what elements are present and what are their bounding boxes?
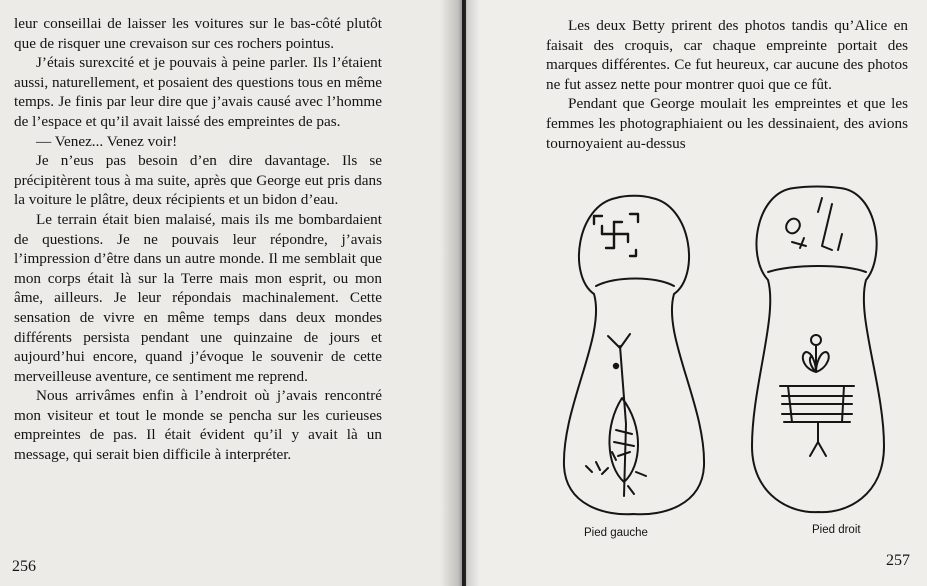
paragraph: Le terrain était bien malaisé, mais ils me bombardaient de questions. Je ne pouvais leur répondre, j’avais l’impression d’être dans un autre monde. Il me semblait que mon corps était là sur la Terre mais mon esprit, ou mon âme, ailleurs. Je leur répondais machinalement. Cette sensation de vivre en même temps dans deux mondes différents persista pendant une quinzaine de jours et aujourd’hui encore, quand j’évoque le souvenir de cette merveilleuse aventure, ce sentiment me reprend.	[14, 210, 382, 385]
right-footprint-drawing	[752, 187, 884, 513]
paragraph: leur conseillai de laisser les voitures sur le bas-côté plutôt que de risquer une crevaison sur ces rochers pointus.	[14, 15, 382, 52]
left-footprint-drawing	[564, 196, 704, 514]
right-foot-outline	[752, 187, 884, 513]
paragraph: Les deux Betty prirent des photos tandis qu’Alice en faisait des croquis, car chaque empreinte portait des marques différentes. Ce fut heureux, car aucune des photos ne fut assez nette pour montrer quoi que ce fût.	[546, 17, 908, 93]
left-foot-leaf-marks	[612, 430, 634, 460]
right-foot-symbols	[786, 198, 842, 250]
right-page	[466, 0, 927, 586]
right-foot-band	[780, 386, 854, 422]
caption-left-foot: Pied gauche	[584, 527, 648, 539]
paragraph: Pendant que George moulait les empreintes et que les femmes les photographiaient ou les dessinaient, des avions tournoyaient au-dessus	[546, 95, 908, 152]
paragraph: Je n’eus pas besoin d’en dire davantage. Ils se précipitèrent tous à ma suite, après que George eut pris dans la voiture le plâtre, deux récipients et un bidon d’eau.	[14, 152, 382, 209]
right-foot-flower	[803, 346, 829, 372]
paragraph: Nous arrivâmes enfin à l’endroit où j’avais rencontré mon visiteur et tout le monde se pencha sur les curieuses empreintes de pas. Il était évident qu’il y avait là un message, qui serait bien difficile à interpréter.	[14, 387, 382, 464]
left-foot-diagonal	[608, 334, 630, 348]
page-number-right: 257	[886, 552, 910, 569]
caption-right-foot: Pied droit	[812, 524, 861, 536]
left-page	[0, 0, 462, 586]
right-foot-toe-line	[768, 266, 866, 272]
swastika-symbol	[594, 214, 638, 256]
left-foot-toe-line	[596, 279, 674, 287]
right-foot-stem	[810, 422, 826, 456]
dialogue-line: — Venez... Venez voir!	[36, 132, 178, 150]
left-foot-leaf-shape	[609, 398, 638, 482]
paragraph: J’étais surexcité et je pouvais à peine parler. Ils l’étaient aussi, naturellement, et posaient des questions tous en même temps. Je finis par leur dire que j’avais causé avec l’homme de l’espace et qu’il avait laissé des empreintes de pas.	[14, 54, 382, 130]
footprints-illustration	[556, 176, 926, 546]
left-foot-dot	[614, 364, 618, 368]
right-foot-flower-head	[811, 335, 821, 345]
page-number-left: 256	[12, 558, 36, 575]
right-page-text	[546, 16, 908, 153]
left-page-text	[14, 14, 382, 465]
left-foot-center-line	[620, 346, 626, 496]
left-foot-scribbles	[586, 462, 646, 494]
